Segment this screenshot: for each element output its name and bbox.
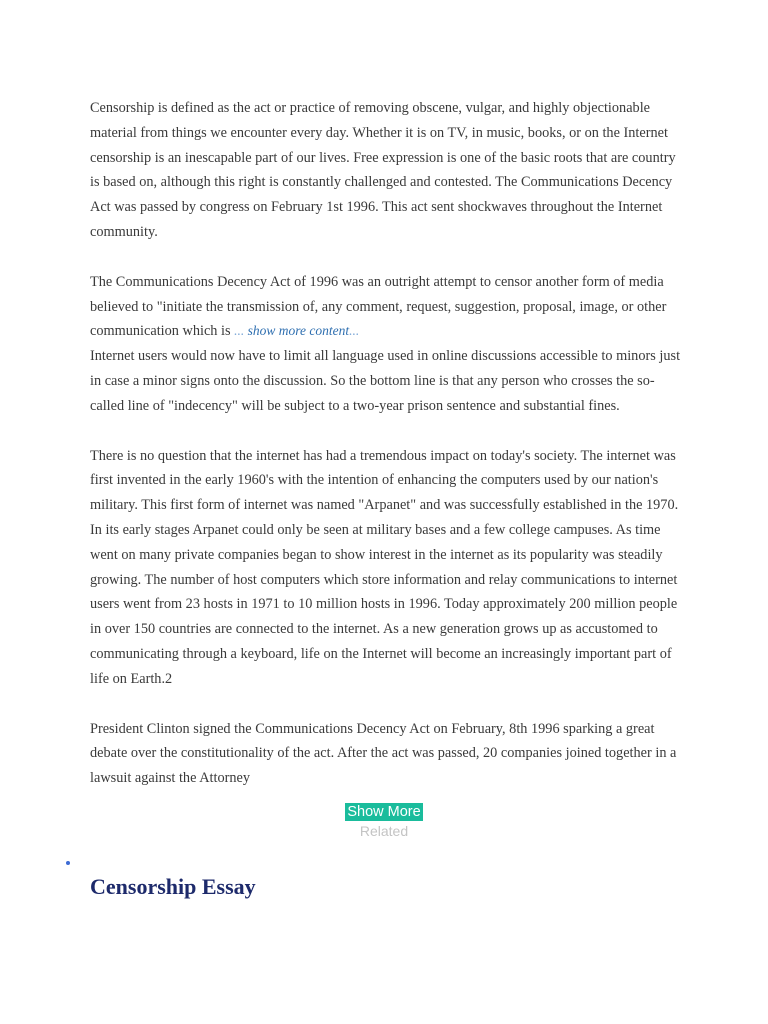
related-label: Related <box>359 823 409 839</box>
ellipsis-suffix: ... <box>349 323 360 339</box>
show-more-content-label: show more content <box>247 323 350 339</box>
essay-body <box>90 96 682 816</box>
paragraph-5: President Clinton signed the Communications Decency Act on February, 8th 1996 sparking a great debate over the constitutionality of the act. After the act was passed, 20 companies joined together in a lawsuit against the Attorney <box>90 720 677 787</box>
show-more-content-link[interactable] <box>234 323 359 338</box>
show-more-section <box>0 803 768 840</box>
bullet-icon <box>66 861 70 865</box>
paragraph-2 <box>90 270 682 344</box>
ellipsis-prefix: ... <box>234 323 245 339</box>
related-essay-title[interactable]: Censorship Essay <box>90 874 256 899</box>
paragraph-1: Censorship is defined as the act or practice of removing obscene, vulgar, and highly objectionable material from things we encounter every day. Whether it is on TV, in music, books, or on the Internet censorship is an inescapable part of our lives. Free expression is one of the basic roots that are country is based on, although this right is constantly challenged and contested. The Communications Decency Act was passed by congress on February 1st 1996. This act sent shockwaves throughout the Internet community. <box>90 100 676 240</box>
show-more-button[interactable]: Show More <box>347 804 421 820</box>
paragraph-4: There is no question that the internet has had a tremendous impact on today's society. The internet was first invented in the early 1960's with the intention of enhancing the computers used by our nation's military. This first form of internet was named "Arpanet" and was successfully established in the 1970. In its early stages Arpanet could only be seen at military bases and a few college campuses. As time went on many private companies began to show interest in the internet as its popularity was steadily growing. The number of host computers which store information and relay communications to internet users went from 23 hosts in 1971 to 10 million hosts in 1996. Today approximately 200 million people in over 150 countries are connected to the internet. As a new generation grows up as accustomed to communicating through a keyboard, life on the Internet will become an increasingly important part of life on Earth.2 <box>90 447 679 687</box>
paragraph-3: Internet users would now have to limit all language used in online discussions accessible to minors just in case a minor signs onto the discussion. So the bottom line is that any person who crosses the so-called line of "indecency" will be subject to a two-year prison sentence and substantial fines. <box>90 348 681 414</box>
paragraph-2-text: The Communications Decency Act of 1996 was an outright attempt to censor another form of media believed to "initiate the transmission of, any comment, request, suggestion, proposal, image, or other communication which is <box>90 273 667 340</box>
